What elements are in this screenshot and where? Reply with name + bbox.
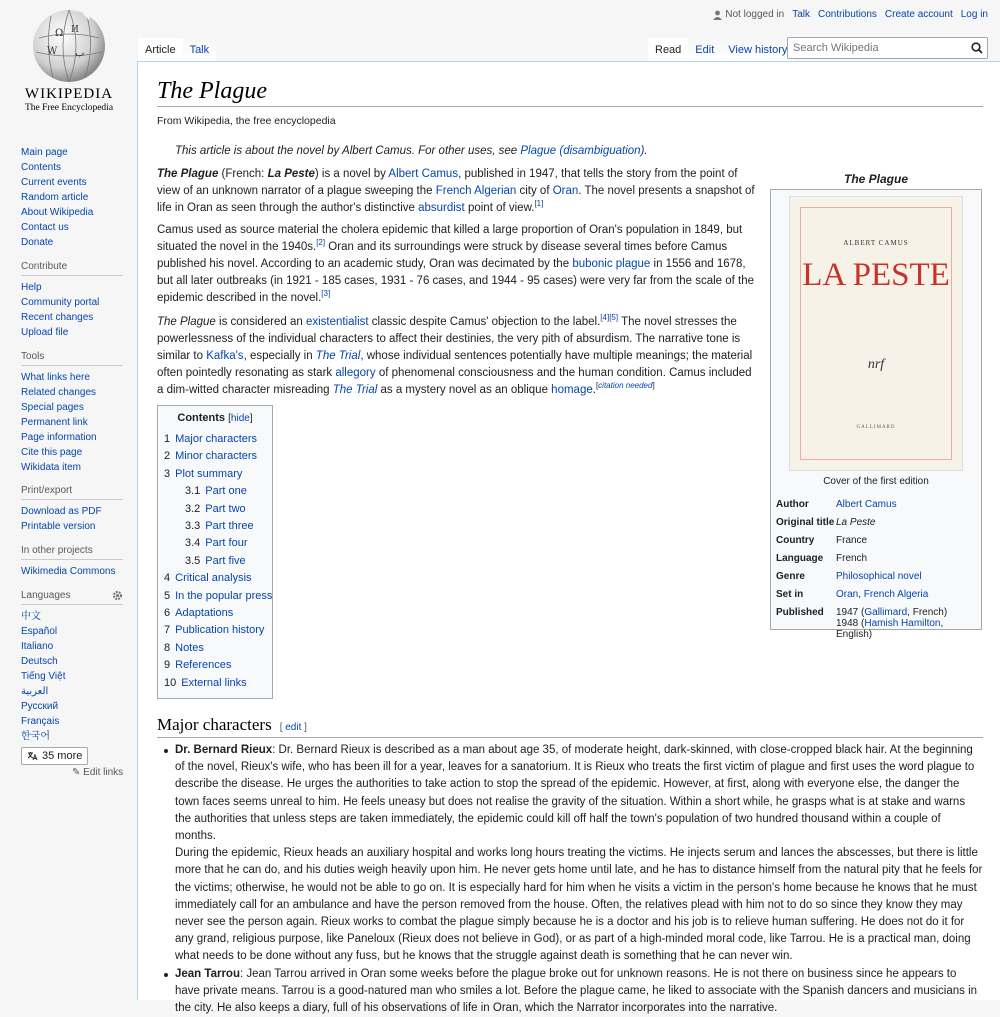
toc-label[interactable]: Plot summary — [175, 467, 243, 480]
lang-chinese[interactable]: 中文 — [21, 611, 41, 622]
toc-item[interactable] — [164, 535, 266, 552]
nav-donate[interactable]: Donate — [21, 237, 54, 248]
nav-main — [21, 145, 123, 250]
globe-icon — [31, 8, 107, 84]
p2-text: Oran and its surroundings were struck by disease several times before Camus published his novel. According to an academic study, Oran was decimated by the — [157, 241, 728, 270]
infobox-value: La Peste — [836, 517, 876, 528]
gear-icon[interactable] — [112, 590, 123, 601]
character-name: Jean Tarrou — [175, 967, 240, 980]
cover-author: ALBERT CAMUS — [843, 239, 909, 247]
toc-hide-toggle[interactable]: hide — [230, 413, 250, 424]
p1-text: , published in 1947, that tells the story from the point of view of an unknown narrator of a plague sweeping the — [157, 168, 738, 197]
wikipedia-logo[interactable] — [21, 8, 117, 123]
link-the-trial[interactable]: The Trial — [315, 350, 361, 362]
infobox-row-set-in — [776, 586, 976, 604]
tab-article[interactable]: Article — [138, 38, 183, 62]
nav-community-portal[interactable]: Community portal — [21, 297, 100, 308]
p3-text: of phenomenal consciousness and the human condition. Camus included a dim-witted character misreading — [157, 367, 752, 396]
pub-1948: 1948 ( — [836, 618, 865, 629]
contribute-heading: Contribute — [21, 261, 123, 276]
p1-text: point of view. — [464, 202, 535, 214]
infobox-label: Author — [776, 499, 809, 510]
link-homage[interactable]: homage — [551, 384, 593, 396]
toc-num: 5 — [164, 589, 171, 602]
citation-4[interactable]: [4] — [600, 313, 610, 323]
pencil-icon: ✎ — [72, 767, 81, 778]
nav-special-pages[interactable]: Special pages — [21, 402, 84, 413]
intro-paragraph-2 — [157, 222, 761, 307]
tab-edit[interactable]: Edit — [688, 38, 721, 62]
nav-recent-changes[interactable]: Recent changes — [21, 312, 94, 323]
view-tabs — [648, 38, 794, 62]
toc-item[interactable] — [164, 622, 266, 639]
logo-wordmark: WIKIPEDIA — [24, 86, 114, 102]
infobox-row-country — [776, 532, 976, 550]
toc-label[interactable]: Critical analysis — [175, 572, 252, 585]
lang-spanish[interactable]: Español — [21, 626, 58, 637]
toc-item[interactable] — [164, 466, 266, 483]
toc-num: 8 — [164, 641, 171, 654]
nav-contact[interactable]: Contact us — [21, 222, 69, 233]
character-name: Dr. Bernard Rieux — [175, 744, 273, 756]
infobox-row-original-title — [776, 514, 976, 532]
tab-view-history[interactable]: View history — [721, 38, 794, 62]
p1-text: . The novel presents a snapshot of life in Oran as seen through the author's distinctive — [157, 185, 755, 214]
search-box — [787, 37, 988, 59]
tab-talk[interactable]: Talk — [183, 38, 217, 62]
not-logged-in-label: Not logged in — [725, 9, 785, 20]
infobox-sep: , — [858, 589, 864, 600]
infobox-french-algeria-link[interactable]: French Algeria — [863, 589, 929, 600]
nav-related-changes[interactable]: Related changes — [21, 387, 97, 398]
not-logged-in — [713, 9, 784, 20]
toc-label[interactable]: Notes — [175, 641, 204, 654]
link-existentialist[interactable]: existentialist — [305, 316, 369, 328]
toc-label[interactable]: Part three — [205, 520, 254, 533]
toc-label[interactable]: Major characters — [175, 433, 258, 445]
pub-1947-end: , French) — [907, 607, 948, 618]
section-heading-text: Major characters — [157, 715, 272, 734]
nav-print — [21, 485, 123, 534]
link-kafka[interactable]: Kafka's — [206, 350, 244, 362]
pub-1948-end: , English) — [836, 618, 944, 640]
hatnote-text: This article is about the novel by Albert Camus. For other uses, see — [175, 145, 521, 157]
citation-1[interactable]: [1] — [534, 199, 544, 209]
citation-needed-link[interactable]: citation needed — [598, 381, 653, 391]
more-languages-button[interactable] — [21, 747, 88, 765]
link-albert-camus[interactable]: Albert Camus — [388, 168, 459, 180]
intro-paragraph-1 — [157, 166, 761, 217]
edit-bracket: ] — [301, 722, 307, 733]
toc-item[interactable] — [164, 570, 266, 587]
toc-num: 3.3 — [185, 520, 201, 533]
site-subtitle: From Wikipedia, the free encyclopedia — [157, 115, 336, 127]
svg-text:W: W — [47, 46, 58, 57]
toc-num: 3.1 — [185, 485, 201, 498]
lang-italian[interactable]: Italiano — [21, 641, 54, 652]
toc-item[interactable] — [164, 483, 266, 500]
infobox-label: Genre — [776, 571, 805, 582]
character-description: : Jean Tarrou arrived in Oran some weeks before the plague broke out for unknown reasons. He is not there on business since he appears to have private means. Tarrou is a good-natured man who smiles a lot. Before the plague came, he liked to associate with the Spanish dancers and musicians in the city. He also keeps a diary, full of his observations of life in Oran, which the Narrator incorporates into the narrative. — [175, 967, 978, 1015]
toc-num: 4 — [164, 572, 171, 585]
nav-help[interactable]: Help — [21, 282, 42, 293]
intro-paragraph-3 — [157, 314, 761, 399]
toc-num: 3 — [164, 467, 171, 480]
search-icon[interactable] — [971, 42, 983, 54]
p1-text: city of — [516, 185, 553, 197]
p1-text: (French: — [218, 168, 268, 180]
more-languages-label: 35 more — [42, 750, 83, 762]
toc-item[interactable] — [164, 448, 266, 465]
toc-item[interactable] — [164, 640, 266, 657]
print-heading: Print/export — [21, 485, 123, 500]
link-absurdist[interactable]: absurdist — [418, 202, 465, 214]
toc-item[interactable] — [164, 501, 266, 518]
p2-text: in 1556 and 1678, but all later outbreaks (in 1921 - 185 cases, 1931 - 76 cases, and 1944 - 95 cases) were very far from the scale of the epidemic described in the novel. — [157, 258, 755, 304]
toc-title: Contents — [177, 412, 226, 424]
character-description: : Dr. Bernard Rieux is described as a man about age 35, of moderate height, dark-skinned, with close-cropped black hair. At the beginning of the novel, Rieux's wife, who has been ill for a year, leaves for a sanatorium. It is Rieux who treats the first victim of plague and first uses the word plague to describe the disease. He urges the authorities to take action to stop the spread of the epidemic. However, at first, along with everyone else, the danger the town faces seems unreal to him. He feels uneasy but does not realise the gravity of the situation. Within a short while, he grasps what is at stake and warns the authorities that unless steps are taken immediately, the epidemic could kill off half the town's population of two hundred thousand within a couple of months. — [175, 744, 975, 843]
infobox-value: French — [836, 553, 868, 564]
link-allegory[interactable]: allegory — [335, 367, 376, 379]
toc-num: 10 — [164, 676, 177, 689]
toc-label[interactable]: Adaptations — [175, 607, 234, 620]
lang-korean[interactable]: 한국어 — [21, 731, 50, 742]
infobox-title: The Plague — [843, 172, 908, 186]
infobox-row-published — [776, 604, 976, 644]
citation-5[interactable]: [5] — [609, 313, 619, 323]
user-icon — [713, 10, 722, 20]
nav-cite-page[interactable]: Cite this page — [21, 447, 83, 458]
nav-main-page[interactable]: Main page — [21, 147, 68, 158]
hatnote-end: . — [644, 145, 648, 157]
infobox-author-link[interactable]: Albert Camus — [836, 499, 897, 510]
infobox-gallimard-link[interactable]: Gallimard — [864, 607, 908, 618]
toc-bracket: ] — [249, 413, 253, 424]
toc-item[interactable] — [164, 431, 266, 448]
toc-label[interactable]: Part four — [205, 537, 248, 550]
infobox-label: Published — [776, 607, 824, 618]
lang-russian[interactable]: Русский — [21, 701, 59, 712]
infobox-label: Set in — [776, 589, 804, 600]
page-title: The Plague — [157, 78, 983, 107]
logo-tagline: The Free Encyclopedia — [24, 103, 114, 113]
toc-label[interactable]: In the popular press — [175, 589, 273, 602]
p3-text: , especially in — [243, 350, 316, 362]
infobox-hamish-hamilton-link[interactable]: Hamish Hamilton — [864, 618, 941, 629]
toc-label[interactable]: External links — [181, 676, 247, 689]
toc-label[interactable]: Publication history — [175, 624, 265, 637]
p3-text: The novel stresses the powerlessness of the individual characters to affect their destinies, the very pith of absurdism. The narrative tone is similar to — [157, 316, 741, 362]
nav-current-events[interactable]: Current events — [21, 177, 87, 188]
link-the-trial-2[interactable]: The Trial — [332, 384, 378, 396]
p3-text: as a mystery novel as an oblique — [377, 384, 552, 396]
log-in-link[interactable]: Log in — [960, 9, 988, 20]
infobox-label: Country — [776, 535, 815, 546]
lang-german[interactable]: Deutsch — [21, 656, 58, 667]
toc-num: 6 — [164, 607, 171, 620]
cover-caption: Cover of the first edition — [823, 476, 929, 487]
toc-num: 9 — [164, 659, 171, 672]
infobox-label: Language — [776, 553, 824, 564]
link-french-algerian[interactable]: French Algerian — [435, 185, 517, 197]
cn-open: [ — [595, 381, 599, 391]
section-heading-major-characters — [157, 715, 983, 738]
p2-text: Camus used as source material the cholera epidemic that killed a large proportion of Oran's population in 1849, but situated the novel in the 1940s. — [157, 224, 743, 253]
cover-title: LA PESTE — [802, 257, 950, 293]
svg-text:Ω: Ω — [55, 28, 64, 39]
toc-label[interactable]: Part one — [205, 485, 247, 498]
toc-item[interactable] — [164, 518, 266, 535]
toc-label[interactable]: References — [175, 659, 232, 672]
infobox-oran-link[interactable]: Oran — [836, 589, 859, 600]
p1-french-title: La Peste — [267, 168, 315, 180]
section-edit — [280, 722, 307, 733]
list-item — [175, 742, 983, 966]
toc-item[interactable] — [164, 675, 266, 692]
infobox-row-genre — [776, 568, 976, 586]
nav-contents[interactable]: Contents — [21, 162, 62, 173]
nav-download-pdf[interactable]: Download as PDF — [21, 506, 102, 517]
lang-french[interactable]: Français — [21, 716, 60, 727]
create-account-link[interactable]: Create account — [884, 9, 953, 20]
infobox-table — [776, 496, 976, 644]
character-description: During the epidemic, Rieux heads an auxiliary hospital and works long hours treating the victims. He injects serum and lances the abscesses, but there is little more that he can do, and his duties weigh heavily upon him. He never gets home until late, and he has to distance himself from the natural pity that he feels for the victims; otherwise, he would not be able to go on. It is especially hard for him when he visits a victim in the person's home because he knows that he must immediately call for an ambulance and have the person removed from the house. Often, the relatives plead with him not to do so since they know they may never see the person again. Rieux works to combat the plague simply because he is a doctor and his job is to relieve human suffering. He does not do it for any grand, religious purpose, like Paneloux (Rieux does not believe in God), or as part of a high-minded moral code, like Tarrou. He is a practical man, doing what needs to be done without any fuss, but he knows that the struggle against death is something that he can never win. — [175, 847, 983, 963]
p3-text: , whose individual sentences potentially have multiple meanings; the material often pointedly resonating as stark — [157, 350, 753, 379]
tools-heading: Tools — [21, 351, 123, 366]
p3-title: The Plague — [157, 316, 216, 328]
nav-contribute — [21, 261, 123, 340]
toc-item[interactable] — [164, 588, 273, 605]
toc-item[interactable] — [164, 657, 266, 674]
infobox-row-language — [776, 550, 976, 568]
nav-languages — [21, 590, 123, 766]
svg-text:И: И — [71, 25, 79, 35]
nav-page-information[interactable]: Page information — [21, 432, 97, 443]
contributions-link[interactable]: Contributions — [818, 9, 877, 20]
nav-what-links-here[interactable]: What links here — [21, 372, 90, 383]
citation-needed — [596, 381, 655, 390]
nav-about[interactable]: About Wikipedia — [21, 207, 94, 218]
infobox — [770, 189, 982, 640]
p1-title: The Plague — [157, 168, 219, 180]
toc-bracket: [ — [228, 413, 231, 424]
toc-label[interactable]: Part five — [205, 554, 246, 567]
cover-publisher: GALLIMARD — [856, 425, 896, 430]
infobox-value: France — [836, 535, 868, 546]
pub-1947: 1947 ( — [836, 607, 865, 618]
article-content — [137, 61, 1000, 1015]
projects-heading: In other projects — [21, 545, 123, 560]
list-item — [175, 966, 983, 1017]
hatnote — [175, 145, 648, 157]
tab-read[interactable]: Read — [648, 38, 688, 62]
link-bubonic-plague[interactable]: bubonic plague — [572, 258, 651, 270]
toc-num: 7 — [164, 624, 171, 637]
talk-link[interactable]: Talk — [792, 9, 810, 20]
edit-bracket: [ — [279, 722, 286, 733]
p3-text: . — [592, 384, 596, 396]
cover-imprint: nrf — [867, 357, 885, 372]
citation-3[interactable]: [3] — [321, 289, 331, 299]
nav-random-article[interactable]: Random article — [21, 192, 89, 203]
toc-header — [164, 412, 266, 424]
infobox-label: Original title — [776, 517, 835, 528]
link-oran[interactable]: Oran — [552, 185, 579, 197]
toc-num: 1 — [164, 433, 171, 445]
p3-text: is considered an — [215, 316, 306, 328]
sidebar — [0, 0, 138, 1000]
languages-heading: Languages — [21, 590, 123, 605]
p3-text: classic despite Camus' objection to the label. — [368, 316, 601, 328]
infobox-row-author — [776, 496, 976, 514]
toc-label[interactable]: Minor characters — [175, 450, 258, 463]
cn-close: ] — [652, 381, 655, 391]
toc-num: 3.2 — [185, 502, 201, 515]
personal-tools — [713, 9, 988, 20]
svg-text:ب: ب — [75, 48, 85, 59]
nav-permanent-link[interactable]: Permanent link — [21, 417, 88, 428]
translate-icon — [27, 751, 38, 761]
lang-vietnamese[interactable]: Tiếng Việt — [21, 671, 66, 682]
nav-wikidata-item[interactable]: Wikidata item — [21, 462, 82, 473]
toc-item[interactable] — [164, 553, 266, 570]
toc-label[interactable]: Part two — [205, 502, 246, 515]
citation-2[interactable]: [2] — [316, 238, 326, 248]
search-input[interactable] — [788, 42, 963, 54]
namespace-tabs — [138, 38, 216, 62]
hatnote-link[interactable]: Plague (disambiguation) — [520, 145, 645, 157]
nav-upload-file[interactable]: Upload file — [21, 327, 69, 338]
edit-links-label: Edit links — [83, 767, 124, 778]
toc-num: 2 — [164, 450, 171, 463]
toc-item[interactable] — [164, 605, 266, 622]
toc-num: 3.5 — [185, 554, 201, 567]
table-of-contents — [157, 405, 273, 699]
nav-projects — [21, 545, 123, 579]
p1-text: ) is a novel by — [314, 168, 389, 180]
edit-links[interactable] — [72, 767, 123, 778]
character-list — [175, 742, 983, 1017]
toc-num: 3.4 — [185, 537, 201, 550]
book-cover-image[interactable] — [789, 196, 963, 471]
nav-printable-version[interactable]: Printable version — [21, 521, 96, 532]
nav-wikimedia-commons[interactable]: Wikimedia Commons — [21, 566, 116, 577]
section-edit-link[interactable]: edit — [285, 722, 302, 733]
nav-tools — [21, 351, 123, 475]
lang-arabic[interactable]: العربية — [21, 686, 49, 697]
infobox-genre-link[interactable]: Philosophical novel — [836, 571, 922, 582]
